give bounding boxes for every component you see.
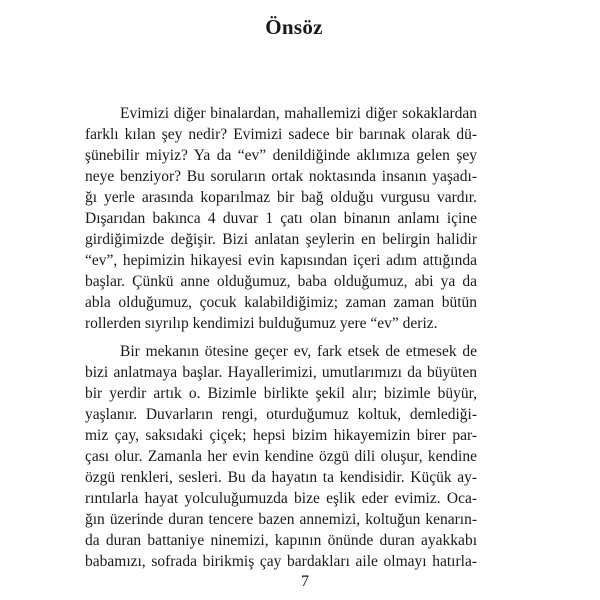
text-line: ğın üzerinde duran tencere bazen annemizi, koltuğun kenarın- — [85, 511, 477, 528]
text-line: rıntılarla hayat yolculuğumuzda bize eşlik eder evimiz. Oca- — [85, 490, 477, 507]
text-line: ğı yerle arasında koparılmaz bir bağ olduğu vurgusu vardır. — [85, 189, 477, 206]
body-text — [85, 103, 477, 572]
text-line: rollerden sıyrılıp kendimizi bulduğumuz yere “ev” deriz. — [85, 315, 438, 332]
text-line: çası olur. Zamanla her evin kendine özgü dili oluşur, kendine — [85, 448, 477, 465]
text-line: Dışarıdan bakınca 4 duvar 1 çatı olan binanın anlamı içine — [85, 210, 477, 227]
text-line: başlar. Çünkü anne olduğumuz, baba olduğumuz, abi ya da — [85, 273, 477, 290]
text-line: babamızı, sofrada birikmiş çay bardakları aile olmayı hatırla- — [85, 553, 477, 570]
text-line: miz çay, saksıdaki çiçek; hepsi bizim hikayemizin birer par- — [85, 427, 477, 444]
text-line: girdiğimizde değişir. Bizi anlatan şeylerin en belirgin halidir — [85, 231, 477, 248]
text-line: şünebilir miyiz? Ya da “ev” denildiğinde aklımıza gelen şey — [85, 147, 477, 164]
page-title: Önsöz — [265, 15, 323, 39]
paragraph — [85, 341, 477, 572]
text-line: bizi anlatmaya başlar. Hayallerimizi, umutlarımızı da büyüten — [85, 364, 477, 381]
page-number: 7 — [301, 573, 309, 590]
text-line: farklı kılan şey nedir? Evimizi sadece bir barınak olarak dü- — [85, 126, 477, 143]
text-line: yaşlanır. Duvarların rengi, oturduğumuz koltuk, demlediği- — [85, 406, 477, 423]
text-line: özgü renkleri, sesleri. Bu da hayatın ta kendisidir. Küçük ay- — [85, 469, 477, 486]
text-line: Bir mekanın ötesine geçer ev, fark etsek de etmesek de — [120, 343, 477, 360]
text-line: abla olduğumuz, çocuk kalabildiğimiz; zaman zaman bütün — [85, 294, 477, 311]
text-line: “ev”, hepimizin hikayesi evin kapısından içeri adım attığında — [85, 252, 477, 269]
paragraph — [85, 103, 477, 334]
text-line: da duran battaniye ninemizi, kapının önünde duran ayakkabı — [85, 532, 477, 549]
text-line: bir yerdir artık o. Bizimle birlikte şekil alır; bizimle büyür, — [85, 385, 477, 402]
text-line: neye benziyor? Bu soruların ortak noktasında insanın yaşadı- — [85, 168, 477, 185]
text-line: Evimizi diğer binalardan, mahallemizi diğer sokaklardan — [120, 105, 477, 122]
